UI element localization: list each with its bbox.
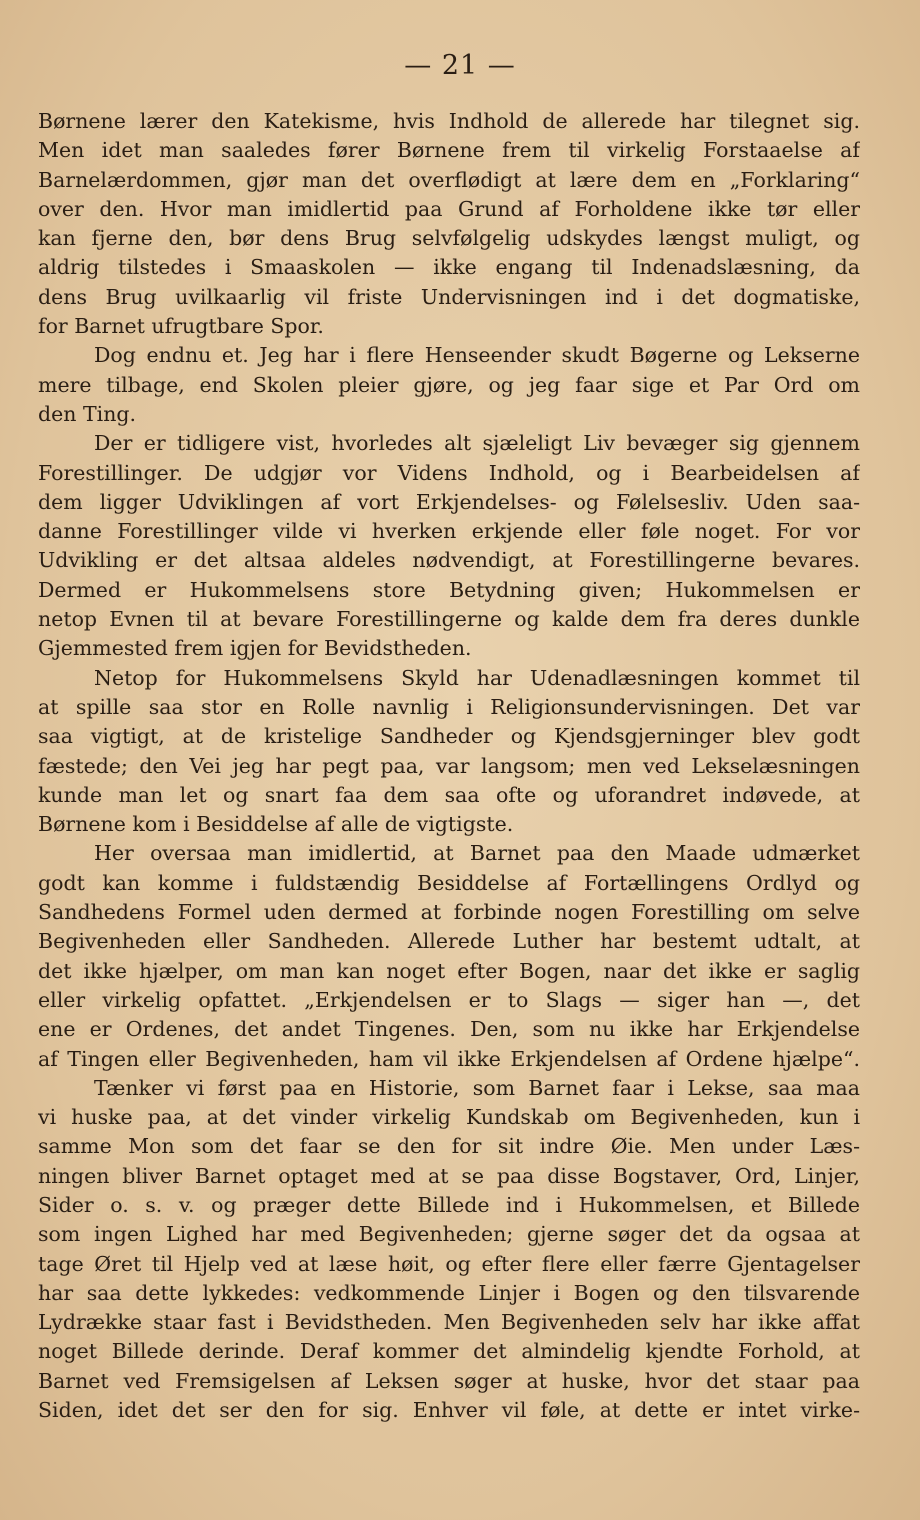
text-line: af Tingen eller Begivenheden, ham vil ikke Erkjendelsen af Ordene hjælpe“. <box>38 1046 860 1071</box>
text-line: har saa dette lykkedes: vedkommende Linjer i Bogen og den tilsvarende <box>38 1280 860 1305</box>
text-line: Forestillinger. De udgjør vor Videns Indhold, og i Bearbeidelsen af <box>38 460 860 485</box>
text-line: samme Mon som det faar se den for sit indre Øie. Men under Læs- <box>38 1134 860 1159</box>
text-line: Dog endnu et. Jeg har i flere Henseender skudt Bøgerne og Lekserne <box>94 343 860 368</box>
text-line: Sandhedens Formel uden dermed at forbinde nogen Forestilling om selve <box>38 900 860 925</box>
text-line: Men idet man saaledes fører Børnene frem til virkelig Forstaaelse af <box>38 138 860 163</box>
page-number: — 21 — <box>404 50 516 81</box>
text-line: saa vigtigt, at de kristelige Sandheder og Kjendsgjerninger blev godt <box>38 724 860 749</box>
text-line: Siden, idet det ser den for sig. Enhver vil føle, at dette er intet virke- <box>38 1398 860 1423</box>
text-line: over den. Hvor man imidlertid paa Grund af Forholdene ikke tør eller <box>38 196 860 221</box>
text-line: mere tilbage, end Skolen pleier gjøre, og jeg faar sige et Par Ord om <box>38 372 860 397</box>
text-line: Udvikling er det altsaa aldeles nødvendigt, at Forestillingerne bevares. <box>38 548 860 573</box>
text-line: Tænker vi først paa en Historie, som Barnet faar i Lekse, saa maa <box>94 1075 860 1100</box>
text-line: Begivenheden eller Sandheden. Allerede Luther har bestemt udtalt, at <box>38 929 860 954</box>
text-line: som ingen Lighed har med Begivenheden; gjerne søger det da ogsaa at <box>38 1222 860 1247</box>
text-line: noget Billede derinde. Deraf kommer det almindelig kjendte Forhold, at <box>38 1339 860 1364</box>
text-line: netop Evnen til at bevare Forestillingerne og kalde dem fra deres dunkle <box>38 607 860 632</box>
text-line: Der er tidligere vist, hvorledes alt sjæleligt Liv bevæger sig gjennem <box>94 431 860 456</box>
text-line: dem ligger Udviklingen af vort Erkjendelses- og Følelsesliv. Uden saa- <box>38 489 860 514</box>
text-line: Lydrække staar fast i Bevidstheden. Men Begivenheden selv har ikke affat <box>38 1310 860 1335</box>
text-line: Barnelærdommen, gjør man det overflødigt at lære dem en „Forklaring“ <box>38 167 860 192</box>
text-line: godt kan komme i fuldstændig Besiddelse af Fortællingens Ordlyd og <box>38 870 860 895</box>
text-line: ene er Ordenes, det andet Tingenes. Den, som nu ikke har Erkjendelse <box>38 1017 860 1042</box>
text-line: kan fjerne den, bør dens Brug selvfølgelig udskydes længst muligt, og <box>38 226 860 251</box>
text-line: Dermed er Hukommelsens store Betydning given; Hukommelsen er <box>38 577 860 602</box>
text-line: for Barnet ufrugtbare Spor. <box>38 314 324 339</box>
text-line: fæstede; den Vei jeg har pegt paa, var langsom; men ved Lekselæsningen <box>38 753 860 778</box>
text-line: dens Brug uvilkaarlig vil friste Undervisningen ind i det dogmatiske, <box>38 284 860 309</box>
text-line: Børnene kom i Besiddelse af alle de vigtigste. <box>38 812 514 837</box>
text-line: Gjemmested frem igjen for Bevidstheden. <box>38 636 472 661</box>
text-line: Børnene lærer den Katekisme, hvis Indhold de allerede har tilegnet sig. <box>38 109 860 133</box>
text-line: ningen bliver Barnet optaget med at se paa disse Bogstaver, Ord, Linjer, <box>38 1163 860 1188</box>
text-line: at spille saa stor en Rolle navnlig i Religionsundervisningen. Det var <box>38 694 860 719</box>
text-line: den Ting. <box>38 401 137 426</box>
text-line: Her oversaa man imidlertid, at Barnet paa den Maade udmærket <box>94 841 860 866</box>
text-line: Barnet ved Fremsigelsen af Leksen søger at huske, hvor det staar paa <box>38 1368 860 1393</box>
text-line: tage Øret til Hjelp ved at læse høit, og efter flere eller færre Gjentagelser <box>38 1251 860 1276</box>
text-line: eller virkelig opfattet. „Erkjendelsen er to Slags — siger han —, det <box>38 987 860 1012</box>
text-line: danne Forestillinger vilde vi hverken erkjende eller føle noget. For vor <box>38 519 860 544</box>
text-line: det ikke hjælper, om man kan noget efter Bogen, naar det ikke er saglig <box>38 958 860 983</box>
text-line: Netop for Hukommelsens Skyld har Udenadlæsningen kommet til <box>94 665 860 690</box>
body-text <box>38 107 860 1425</box>
text-line: vi huske paa, at det vinder virkelig Kundskab om Begivenheden, kun i <box>38 1105 860 1130</box>
text-line: kunde man let og snart faa dem saa ofte og uforandret indøvede, at <box>38 782 860 807</box>
text-line: Sider o. s. v. og præger dette Billede ind i Hukommelsen, et Billede <box>38 1192 860 1217</box>
text-line: aldrig tilstedes i Smaaskolen — ikke engang til Indenadslæsning, da <box>38 255 860 280</box>
